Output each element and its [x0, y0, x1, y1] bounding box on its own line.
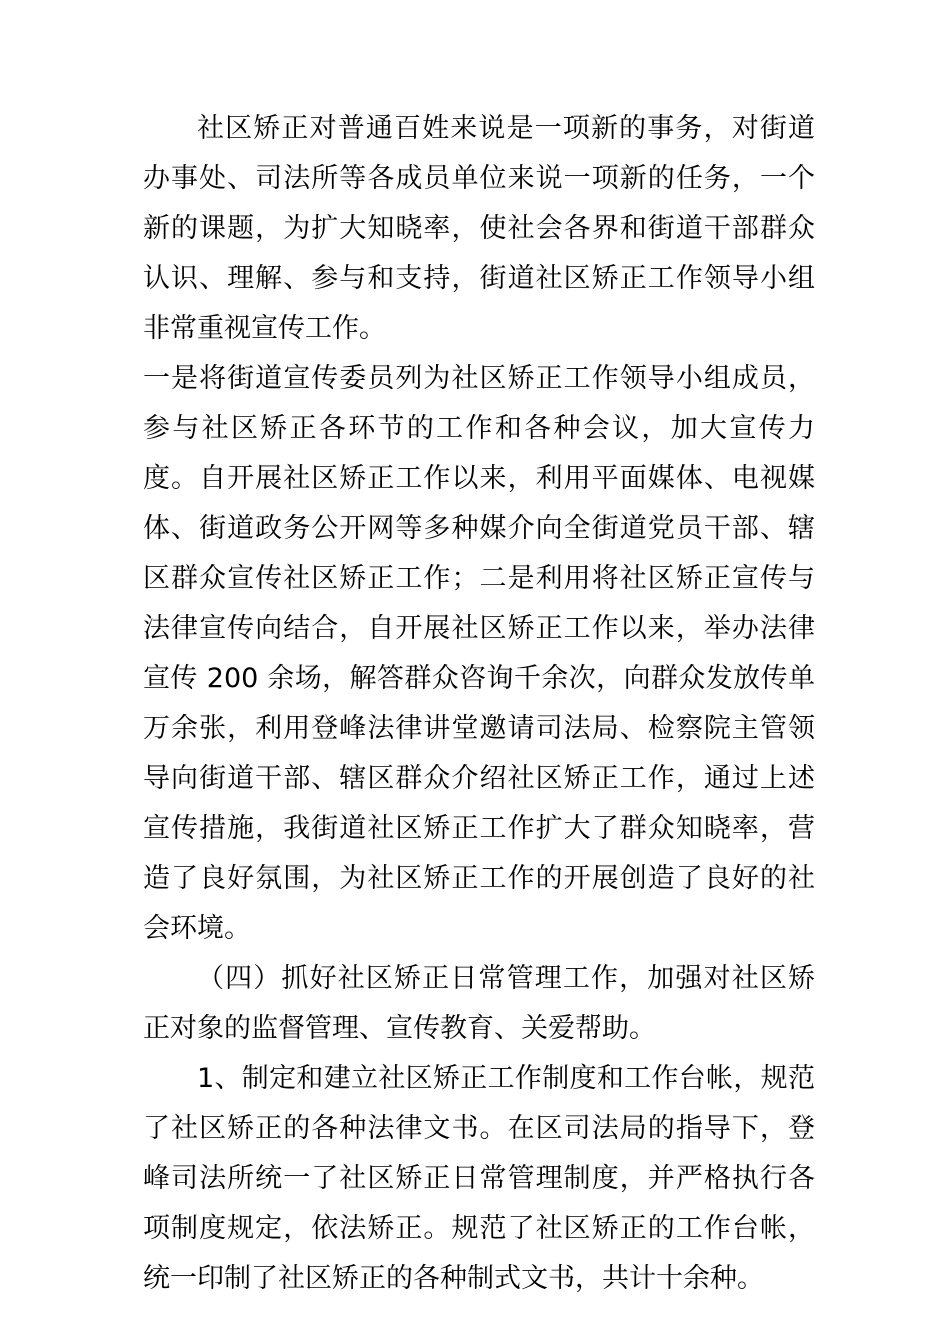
document-body [143, 104, 815, 1304]
paragraph-publicity-measures: 一是将街道宣传委员列为社区矫正工作领导小组成员，参与社区矫正各环节的工作和各种会议，加大宣传力度。自开展社区矫正工作以来，利用平面媒体、电视媒体、街道政务公开网等多种媒介向全街道党员干部、辖区群众宣传社区矫正工作；二是利用将社区矫正宣传与法律宣传向结合，自开展社区矫正工作以来，举办法律宣传 200 余场，解答群众咨询千余次，向群众发放传单万余张，利用登峰法律讲堂邀请司法局、检察院主管领导向街道干部、辖区群众介绍社区矫正工作，通过上述宣传措施，我街道社区矫正工作扩大了群众知晓率，营造了良好氛围，为社区矫正工作的开展创造了良好的社会环境。 [143, 363, 815, 944]
section-heading-daily-management: （四）抓好社区矫正日常管理工作，加强对社区矫正对象的监督管理、宣传教育、关爱帮助。 [143, 963, 815, 1044]
paragraph-publicity-intro: 社区矫正对普通百姓来说是一项新的事务，对街道办事处、司法所等各成员单位来说一项新的任务，一个新的课题，为扩大知晓率，使社会各界和街道干部群众认识、理解、参与和支持，街道社区矫正工作领导小组非常重视宣传工作。 [143, 113, 815, 344]
paragraph-item-1-systems: 1、制定和建立社区矫正工作制度和工作台帐，规范了社区矫正的各种法律文书。在区司法局的指导下，登峰司法所统一了社区矫正日常管理制度，并严格执行各项制度规定，依法矫正。规范了社区矫正的工作台帐，统一印制了社区矫正的各种制式文书，共计十余种。 [143, 1063, 815, 1294]
